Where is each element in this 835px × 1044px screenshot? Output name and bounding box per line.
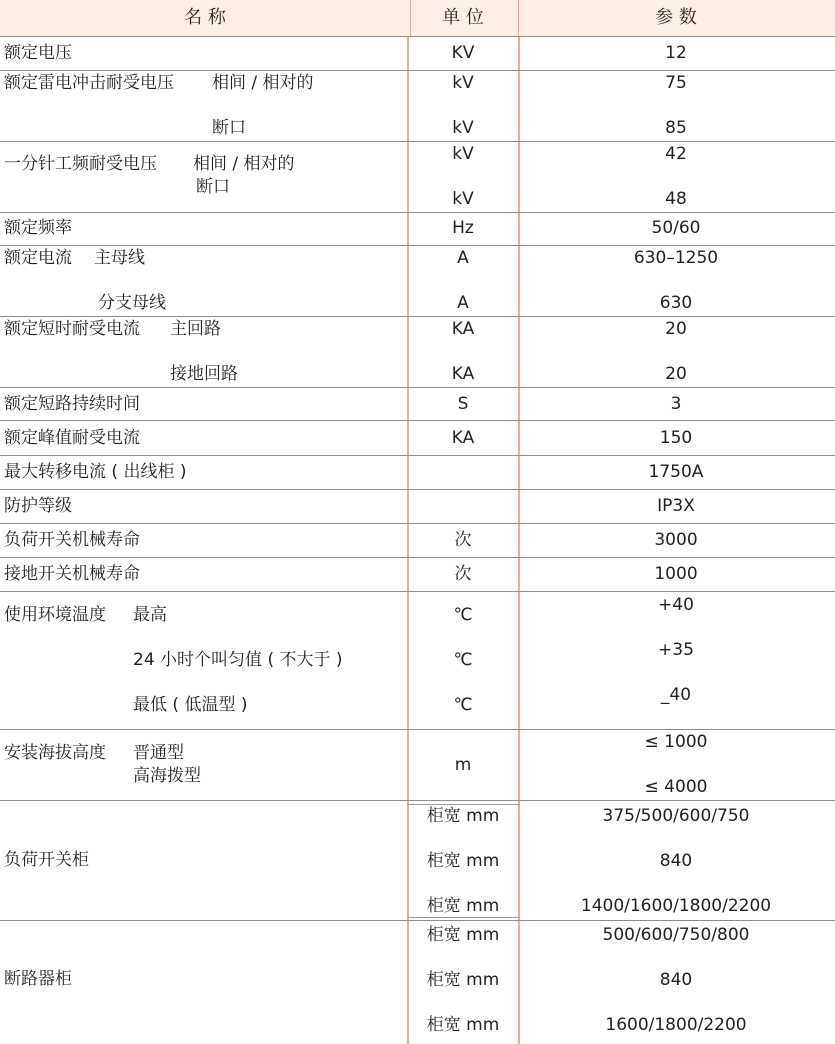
- row-value: 630–1250: [633, 248, 719, 268]
- row-value: _40: [660, 685, 692, 705]
- column-divider: [407, 36, 409, 1044]
- row-unit: KA: [451, 364, 475, 384]
- row-value: 375/500/600/750: [602, 806, 750, 826]
- row-unit: KA: [451, 319, 475, 339]
- row-value: 840: [659, 851, 693, 871]
- row-value: 12: [665, 43, 687, 63]
- row-divider: [0, 316, 835, 317]
- row-divider: [0, 557, 835, 558]
- row-name: 额定雷电冲击耐受电压: [4, 73, 174, 93]
- row-name: 额定短路持续时间: [4, 394, 140, 414]
- row-value: IP3X: [657, 496, 695, 516]
- row-value: 630: [659, 293, 693, 313]
- row-value: 48: [665, 189, 687, 209]
- row-divider: [0, 245, 835, 246]
- row-unit: 柜宽 mm: [426, 1015, 500, 1035]
- row-value: 1400/1600/1800/2200: [580, 896, 772, 916]
- row-divider: [0, 387, 835, 388]
- row-divider: [0, 141, 835, 142]
- row-divider: [0, 523, 835, 524]
- row-unit: m: [454, 755, 472, 775]
- row-divider: [0, 420, 835, 421]
- row-unit: ℃: [453, 650, 473, 670]
- row-value: 1600/1800/2200: [605, 1015, 747, 1035]
- sub-row-divider: [407, 917, 520, 918]
- row-sub-label: 相间 / 相对的: [212, 73, 314, 93]
- row-unit: 柜宽 mm: [426, 925, 500, 945]
- row-value: +40: [658, 595, 694, 615]
- row-name: 断路器柜: [4, 969, 72, 989]
- row-value: ≤ 1000: [644, 732, 708, 752]
- row-value: 3: [670, 394, 682, 414]
- header-value: 参 数: [655, 7, 697, 28]
- row-sub-label: 最高: [133, 605, 167, 625]
- row-unit: kV: [452, 144, 474, 164]
- row-unit: Hz: [452, 218, 474, 238]
- row-sub-label: 相间 / 相对的: [193, 154, 295, 174]
- row-name: 额定峰值耐受电流: [4, 428, 140, 448]
- row-name: 使用环境温度: [4, 605, 106, 625]
- row-value: 50/60: [651, 218, 701, 238]
- row-unit: 柜宽 mm: [426, 851, 500, 871]
- row-sub-label: 24 小时个叫匀值 ( 不大于 ): [133, 650, 343, 670]
- row-divider: [0, 455, 835, 456]
- row-sub-label: 最低 ( 低温型 ): [133, 695, 248, 715]
- row-divider: [0, 70, 835, 71]
- row-name: 负荷开关机械寿命: [4, 530, 140, 550]
- row-value: 3000: [654, 530, 698, 550]
- row-name: 负荷开关柜: [4, 850, 89, 870]
- row-name: 一分针工频耐受电压: [4, 154, 157, 174]
- row-name: 安装海拔高度: [4, 743, 106, 763]
- row-unit: 次: [454, 530, 472, 550]
- row-name: 额定电流: [4, 248, 72, 268]
- sub-row-divider: [407, 804, 520, 805]
- row-unit: A: [457, 248, 469, 268]
- row-value: 1000: [654, 564, 698, 584]
- row-divider: [0, 212, 835, 213]
- row-unit: ℃: [453, 695, 473, 715]
- row-value: 42: [665, 144, 687, 164]
- row-sub-label: 主回路: [170, 319, 221, 339]
- row-sub-label: 断口: [196, 177, 230, 197]
- row-name: 最大转移电流 ( 出线柜 ): [4, 462, 187, 482]
- row-unit: 柜宽 mm: [426, 896, 500, 916]
- row-value: 840: [659, 970, 693, 990]
- row-sub-label: 高海拨型: [133, 766, 201, 786]
- row-value: 85: [665, 118, 687, 138]
- header-divider: [410, 0, 411, 36]
- row-value: 20: [665, 364, 687, 384]
- row-value: 1750A: [648, 462, 704, 482]
- row-divider: [0, 920, 835, 921]
- row-name: 额定电压: [4, 43, 72, 63]
- row-divider: [0, 591, 835, 592]
- row-sub-label: 主母线: [94, 248, 145, 268]
- row-unit: kV: [452, 73, 474, 93]
- row-unit: KV: [451, 43, 475, 63]
- row-divider: [0, 729, 835, 730]
- row-unit: 次: [454, 564, 472, 584]
- row-name: 接地开关机械寿命: [4, 564, 140, 584]
- row-unit: KA: [451, 428, 475, 448]
- row-sub-label: 接地回路: [170, 364, 238, 384]
- column-divider: [518, 36, 520, 1044]
- row-value: 20: [665, 319, 687, 339]
- row-divider: [0, 489, 835, 490]
- row-unit: S: [457, 394, 469, 414]
- row-value: ≤ 4000: [644, 777, 708, 797]
- row-unit: 柜宽 mm: [426, 806, 500, 826]
- row-unit: 柜宽 mm: [426, 970, 500, 990]
- row-unit: ℃: [453, 605, 473, 625]
- table-header: [0, 0, 835, 36]
- row-divider: [0, 800, 835, 801]
- row-divider: [0, 36, 835, 37]
- row-name: 额定频率: [4, 218, 72, 238]
- row-name: 额定短时耐受电流: [4, 319, 140, 339]
- row-sub-label: 晋通型: [133, 743, 184, 763]
- row-value: 500/600/750/800: [602, 925, 750, 945]
- row-value: 150: [659, 428, 693, 448]
- row-unit: kV: [452, 118, 474, 138]
- row-sub-label: 分支母线: [98, 293, 166, 313]
- header-unit: 单 位: [442, 7, 484, 28]
- row-unit: A: [457, 293, 469, 313]
- row-value: +35: [658, 640, 694, 660]
- row-name: 防护等级: [4, 496, 72, 516]
- row-unit: kV: [452, 189, 474, 209]
- row-value: 75: [665, 73, 687, 93]
- header-divider: [518, 0, 519, 36]
- header-name: 名 称: [184, 7, 226, 28]
- row-sub-label: 断口: [212, 118, 246, 138]
